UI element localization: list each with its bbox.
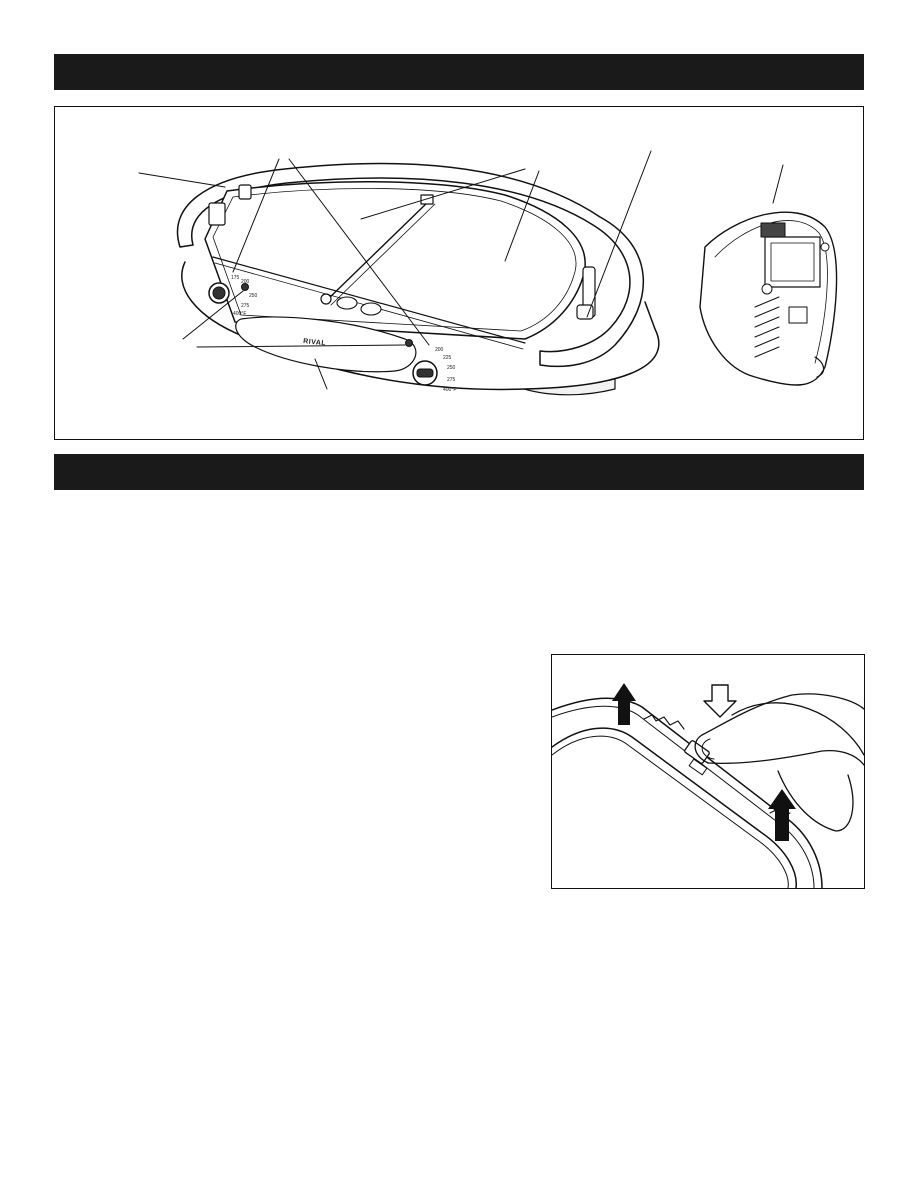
section-heading [54, 463, 66, 480]
right-dial-label-4: 275 [447, 377, 456, 383]
section-header-bar-parts [54, 54, 864, 90]
section-heading [54, 63, 66, 80]
griddle-illustration [55, 107, 863, 439]
right-dial-label-2: 225 [443, 355, 452, 361]
left-dial-label-2: 200 [241, 279, 250, 285]
right-dial-label-5: 400°F [443, 387, 457, 393]
right-dial-label-3: 250 [447, 365, 456, 371]
left-dial-label-5: 400°F [233, 311, 247, 317]
left-dial-label-3: 250 [249, 293, 258, 299]
rival-logo: RIVAL [302, 338, 327, 348]
right-dial-label-1: 200 [435, 347, 444, 353]
section-header-bar-instructions [54, 454, 864, 490]
left-dial-label-1: 175 [231, 275, 240, 281]
parts-diagram-figure [54, 106, 864, 440]
plate-removal-illustration [551, 654, 865, 889]
left-dial-label-4: 275 [241, 303, 250, 309]
lift-arrow-icon [612, 683, 636, 725]
